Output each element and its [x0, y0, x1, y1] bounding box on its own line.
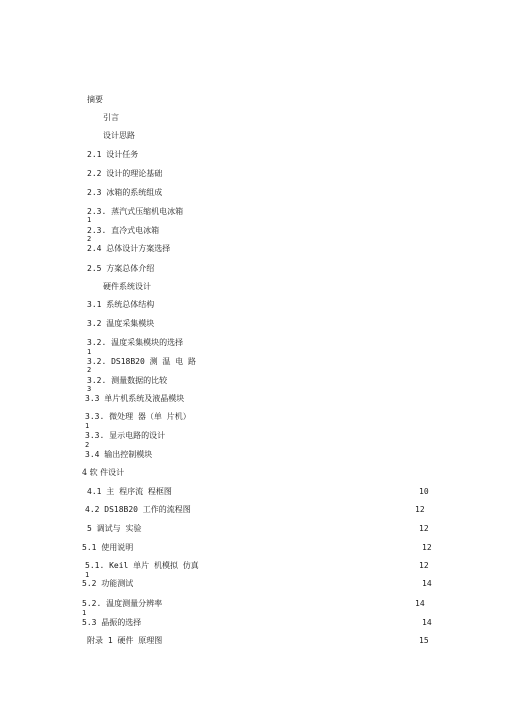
- toc-entry-abstract: 摘要: [87, 95, 103, 104]
- toc-entry-3-2-2: 3.2. DS18B20 测 温 电 路: [87, 357, 197, 366]
- toc-entry-5-3: 5.3 晶振的选择: [82, 618, 142, 627]
- toc-entry-2-2: 2.2 设计的理论基础: [87, 169, 163, 178]
- toc-entry-5-1-1: 5.1. Keil 单片 机模拟 仿真: [85, 561, 199, 570]
- toc-number-fragment: 1: [87, 348, 92, 356]
- toc-entry-design-idea: 设计思路: [103, 131, 135, 140]
- toc-entry-3-2-1: 3.2. 温度采集模块的选择: [87, 338, 184, 347]
- toc-entry-2-4: 2.4 总体设计方案选择: [87, 244, 171, 253]
- toc-entry-3-2: 3.2 温度采集模块: [87, 319, 155, 328]
- toc-entry-3-4: 3.4 输出控制模块: [85, 450, 153, 459]
- toc-page-5-3: 14: [422, 618, 432, 627]
- toc-entry-chapter-5: 5 调试与 实验: [87, 524, 142, 533]
- toc-entry-2-3-1: 2.3. 蒸汽式压缩机电冰箱: [87, 207, 184, 216]
- toc-entry-3-2-3: 3.2. 测量数据的比较: [87, 376, 168, 385]
- toc-entry-chapter-4: 4 软 件设计: [82, 468, 125, 477]
- toc-entry-2-3: 2.3 冰箱的系统组成: [87, 188, 163, 197]
- toc-entry-3-3-1: 3.3. 微处理 器（单 片机）: [85, 412, 191, 421]
- toc-entry-5-2-1: 5.2. 温度测量分辨率: [82, 599, 163, 608]
- toc-number-fragment: 1: [82, 609, 87, 617]
- toc-number-fragment: 1: [85, 422, 90, 430]
- toc-page-4-1: 10: [419, 487, 429, 496]
- toc-entry-3-1: 3.1 系统总体结构: [87, 300, 155, 309]
- toc-entry-2-3-2: 2.3. 直冷式电冰箱: [87, 226, 160, 235]
- toc-number-fragment: 2: [87, 235, 92, 243]
- toc-page-chapter-5: 12: [419, 524, 429, 533]
- toc-entry-4-1: 4.1 主 程序流 程框图: [87, 487, 172, 496]
- toc-entry-2-5: 2.5 方案总体介绍: [87, 264, 155, 273]
- toc-number-fragment: 1: [85, 571, 90, 579]
- toc-page-5-1-1: 12: [419, 561, 429, 570]
- toc-page-4-2: 12: [415, 505, 425, 514]
- toc-entry-hardware-design: 硬件系统设计: [103, 282, 151, 291]
- toc-entry-5-1: 5.1 使用说明: [82, 543, 134, 552]
- toc-entry-3-3-2: 3.3. 显示电路的设计: [85, 431, 166, 440]
- toc-page-5-2: 14: [422, 579, 432, 588]
- toc-page-appendix-1: 15: [419, 636, 429, 645]
- toc-number-fragment: 2: [87, 366, 92, 374]
- toc-entry-4-2: 4.2 DS18B20 工作的流程图: [85, 505, 191, 514]
- toc-entry-3-3: 3.3 单片机系统及液晶模块: [85, 394, 185, 403]
- toc-number-fragment: 1: [87, 216, 92, 224]
- toc-entry-appendix-1: 附录 1 硬件 原理图: [87, 636, 163, 645]
- toc-entry-2-1: 2.1 设计任务: [87, 150, 139, 159]
- toc-entry-5-2: 5.2 功能测试: [82, 579, 134, 588]
- toc-page-5-1: 12: [422, 543, 432, 552]
- toc-page-5-2-1: 14: [415, 599, 425, 608]
- toc-number-fragment: 2: [85, 441, 90, 449]
- toc-number-fragment: 3: [87, 385, 92, 393]
- toc-entry-introduction: 引言: [103, 113, 119, 122]
